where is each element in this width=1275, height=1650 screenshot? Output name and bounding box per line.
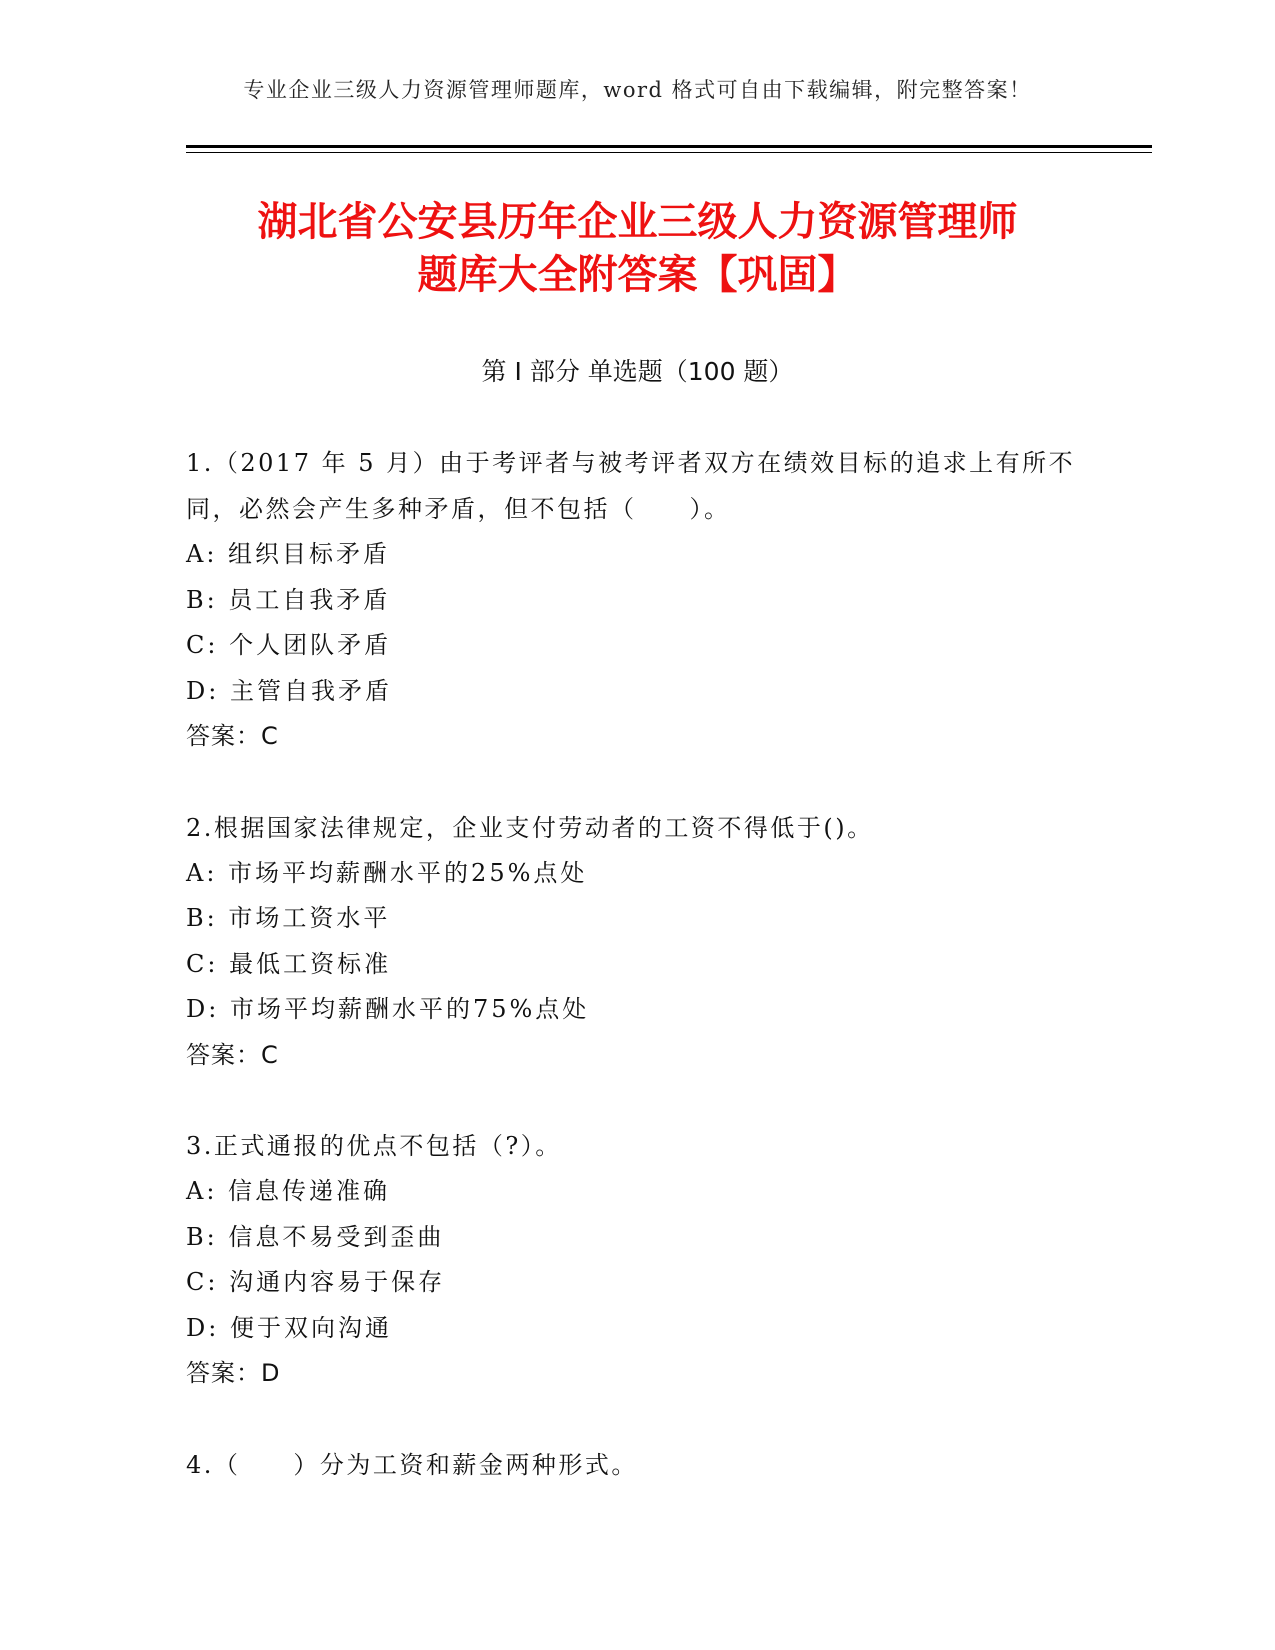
option-d: D: 市场平均薪酬水平的75%点处: [186, 995, 590, 1023]
option-d: D: 便于双向沟通: [186, 1313, 392, 1342]
question-list: [186, 440, 1086, 1533]
section-title: 第 I 部分 单选题（100 题）: [481, 357, 794, 386]
question-2: [186, 805, 1086, 1079]
option-c: C: 最低工资标准: [186, 949, 392, 978]
option-c: C: 沟通内容易于保存: [186, 1268, 446, 1296]
question-stem: 3.正式通报的优点不包括（?）。: [186, 1132, 562, 1160]
header-note: 专业企业三级人力资源管理师题库，word 格式可自由下载编辑，附完整答案！: [243, 78, 1032, 102]
option-b: B: 信息不易受到歪曲: [186, 1222, 445, 1251]
header-rule-thick: [186, 145, 1152, 148]
question-4: [186, 1442, 1086, 1488]
question-1: [186, 440, 1086, 760]
answer: 答案：D: [186, 1359, 281, 1387]
question-3: [186, 1123, 1086, 1397]
question-stem: 4.（ ）分为工资和薪金两种形式。: [186, 1450, 638, 1479]
question-stem: 2.根据国家法律规定，企业支付劳动者的工资不得低于()。: [186, 813, 874, 842]
option-b: B: 员工自我矛盾: [186, 585, 391, 614]
option-a: A: 信息传递准确: [186, 1177, 391, 1205]
option-c: C: 个人团队矛盾: [186, 631, 392, 659]
option-a: A: 市场平均薪酬水平的25%点处: [186, 858, 588, 887]
answer: 答案：C: [186, 722, 279, 750]
option-d: D: 主管自我矛盾: [186, 676, 392, 705]
option-a: A: 组织目标矛盾: [186, 540, 391, 568]
option-b: B: 市场工资水平: [186, 904, 391, 932]
document-title: [150, 196, 1125, 302]
document-title-line-1: 湖北省公安县历年企业三级人力资源管理师: [257, 199, 1018, 245]
question-stem: 1.（2017 年 5 月）由于考评者与被考评者双方在绩效目标的追求上有所不同，必然会产生多种矛盾，但不包括（ ）。: [186, 449, 1076, 523]
answer: 答案：C: [186, 1040, 279, 1069]
header-rule-thin: [186, 152, 1152, 153]
document-title-line-2: 题库大全附答案【巩固】: [417, 252, 858, 298]
